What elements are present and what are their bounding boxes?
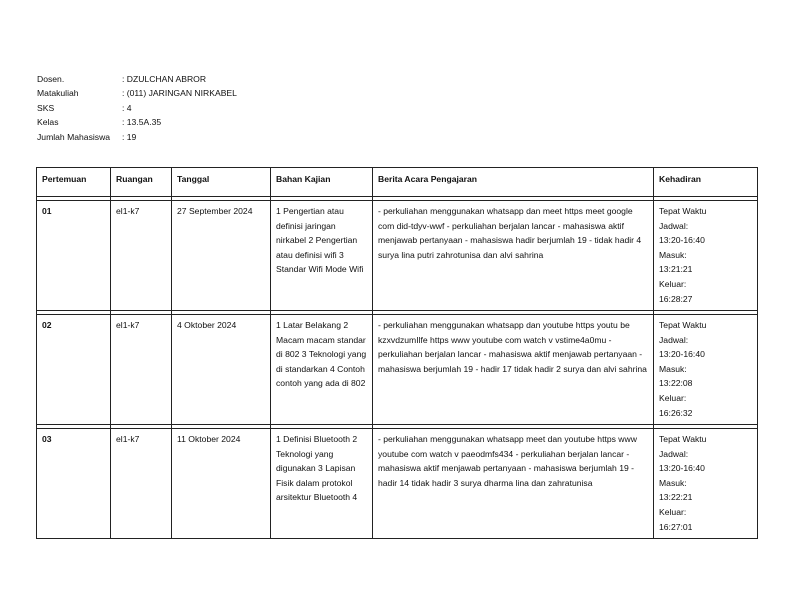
kehadiran-line: 16:26:32 (659, 407, 693, 418)
kehadiran-line: Tepat Waktu (659, 434, 707, 444)
cell-ruangan: el1-k7 (111, 201, 172, 311)
info-value: : 19 (122, 131, 137, 142)
kehadiran-line: Jadwal: (659, 334, 689, 345)
kehadiran-line: 16:28:27 (659, 293, 693, 304)
attendance-table (36, 167, 758, 539)
table-row (37, 201, 758, 311)
cell-bahan-kajian: 1 Definisi Bluetooth 2 Teknologi yang digunakan 3 Lapisan Fisik dalam protokol arsitektur Bluetooth 4 (271, 429, 373, 539)
kehadiran-line: Jadwal: (659, 220, 689, 231)
info-label: Kelas (37, 117, 59, 128)
cell-bahan-kajian: 1 Latar Belakang 2 Macam macam standar di 802 3 Teknologi yang di standarkan 4 Contoh contoh yang ada di 802 (271, 315, 373, 425)
cell-ruangan: el1-k7 (111, 429, 172, 539)
kehadiran-line: 13:21:21 (659, 264, 693, 275)
kehadiran-line: Jadwal: (659, 448, 689, 459)
kehadiran-line: 16:27:01 (659, 521, 693, 532)
column-header: Tanggal (172, 168, 271, 197)
cell-pertemuan: 01 (37, 201, 111, 311)
column-header: Kehadiran (654, 168, 758, 197)
cell-tanggal: 4 Oktober 2024 (172, 315, 271, 425)
cell-pertemuan: 02 (37, 315, 111, 425)
cell-kehadiran (654, 201, 758, 311)
cell-tanggal: 27 September 2024 (172, 201, 271, 311)
table-header-row (37, 168, 758, 197)
kehadiran-line: Tepat Waktu (659, 320, 707, 330)
info-value: : 13.5A.35 (122, 117, 162, 128)
course-info (37, 72, 237, 144)
info-label: SKS (37, 102, 55, 113)
info-value: : DZULCHAN ABROR (122, 74, 207, 84)
info-label: Matakuliah (37, 88, 79, 99)
kehadiran-line: Tepat Waktu (659, 206, 707, 216)
kehadiran-line: 13:22:21 (659, 492, 693, 503)
info-row-jumlah (37, 130, 237, 144)
column-header: Pertemuan (37, 168, 111, 197)
kehadiran-line: Masuk: (659, 363, 687, 374)
kehadiran-line: Keluar: (659, 506, 687, 517)
cell-kehadiran (654, 315, 758, 425)
info-row-kelas (37, 115, 237, 129)
cell-tanggal: 11 Oktober 2024 (172, 429, 271, 539)
info-label: Jumlah Mahasiswa (37, 131, 111, 142)
info-row-dosen (37, 72, 237, 86)
cell-berita-acara: - perkuliahan menggunakan whatsapp dan meet https meet google com did-tdyv-wwf - perkuliahan berjalan lancar - mahasiswa aktif menjawab pertanyaan - mahasiswa hadir berjumlah 19 - tidak hadir 4 surya lina putri zahrotunisa dan alvi sahrina (373, 201, 654, 311)
cell-berita-acara: - perkuliahan menggunakan whatsapp dan youtube https youtu be kzxvdzumIlfe https www youtube com watch v vstime4a0mu - perkuliahan berjalan lancar - mahasiswa aktif menjawab pertanyaan - mahasiswa berjumlah 19 - hadir 17 tidak hadir 2 surya dan alvi sahrina (373, 315, 654, 425)
info-value: : 4 (122, 102, 132, 113)
kehadiran-line: Masuk: (659, 477, 687, 488)
info-row-sks (37, 101, 237, 115)
cell-berita-acara: - perkuliahan menggunakan whatsapp meet dan youtube https www youtube com watch v paeodmfs434 - perkuliahan berjalan lancar - mahasiswa aktif menjawab pertanyaan - mahasiswa berjumlah 19 - hadir 14 tidak hadir 3 surya dharma lina dan zahratunisa (373, 429, 654, 539)
column-header: Ruangan (111, 168, 172, 197)
cell-pertemuan: 03 (37, 429, 111, 539)
kehadiran-line: Keluar: (659, 278, 687, 289)
info-label: Dosen. (37, 74, 65, 84)
kehadiran-line: Masuk: (659, 249, 687, 260)
kehadiran-line: 13:22:08 (659, 378, 693, 389)
column-header: Bahan Kajian (271, 168, 373, 197)
table-row (37, 315, 758, 425)
kehadiran-line: 13:20-16:40 (659, 235, 705, 246)
kehadiran-line: 13:20-16:40 (659, 349, 705, 360)
cell-kehadiran (654, 429, 758, 539)
info-row-matakuliah (37, 86, 237, 100)
cell-ruangan: el1-k7 (111, 315, 172, 425)
table-row (37, 429, 758, 539)
cell-bahan-kajian: 1 Pengertian atau definisi jaringan nirkabel 2 Pengertian atau definisi wifi 3 Standar Wifi Mode Wifi (271, 201, 373, 311)
column-header: Berita Acara Pengajaran (373, 168, 654, 197)
kehadiran-line: Keluar: (659, 392, 687, 403)
info-value: : (011) JARINGAN NIRKABEL (122, 88, 237, 99)
kehadiran-line: 13:20-16:40 (659, 463, 705, 474)
